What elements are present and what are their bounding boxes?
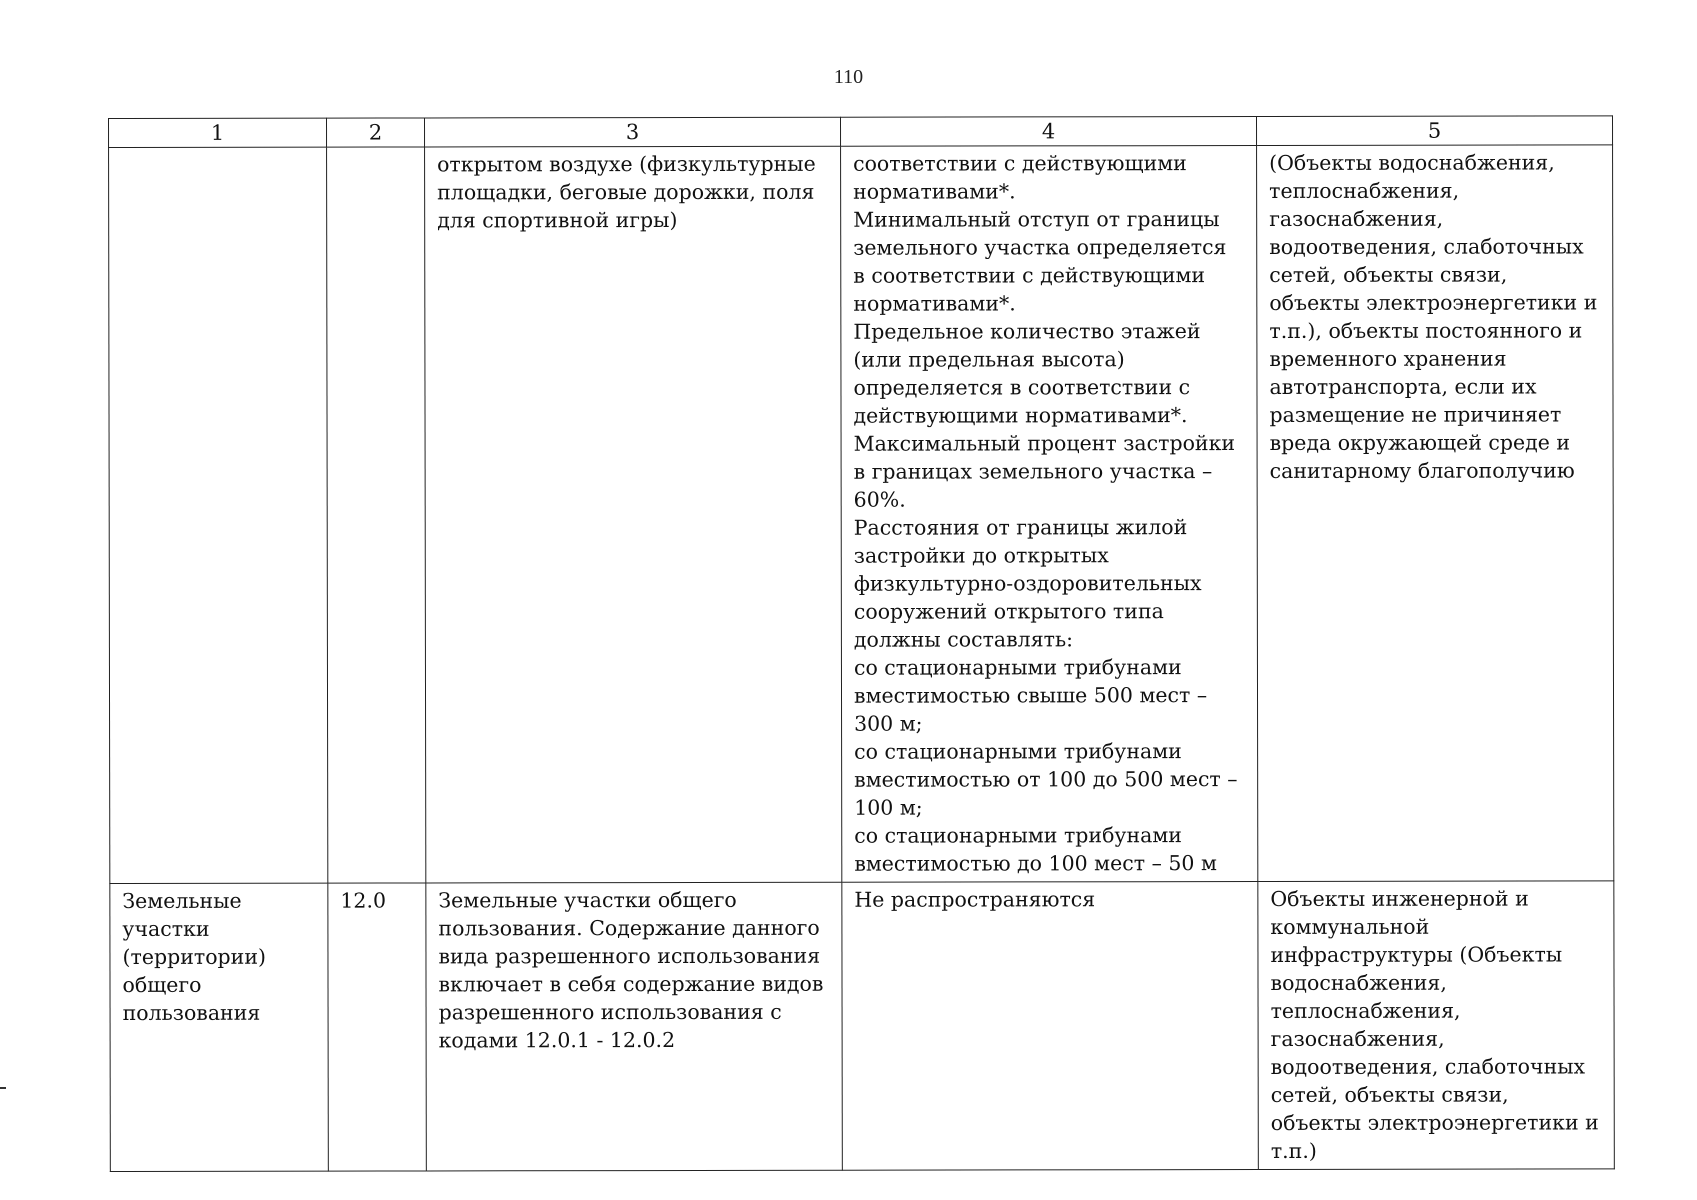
row1-parameter-line: соответствии с действующими нормативами*. (853, 151, 1187, 204)
row2-description: Земельные участки общего пользования. Содержание данного вида разрешенного использования включает в себя содержание видов разрешенного использования с кодами 12.0.1 - 12.0.2 (426, 882, 843, 1171)
row2-code: 12.0 (328, 883, 427, 1171)
table-row (110, 881, 1615, 1172)
column-header-2: 2 (327, 118, 425, 147)
row1-parameter-line: Максимальный процент застройки в границах земельного участка – 60%. (853, 431, 1236, 512)
row1-description: открытом воздухе (физкультурные площадки, беговые дорожки, поля для спортивной игры) (425, 146, 842, 883)
row1-land-use-name (109, 147, 328, 883)
regulations-table (108, 115, 1615, 1172)
row2-auxiliary-uses: Объекты инженерной и коммунальной инфраструктуры (Объекты водоснабжения, теплоснабжения, газоснабжения, водоотведения, слаботочных сетей, объекты связи, объекты электроэнергетики и т.п.) (1258, 881, 1615, 1170)
row2-parameters (842, 881, 1259, 1170)
column-header-4: 4 (840, 116, 1256, 146)
row1-code (327, 147, 426, 883)
document-sheet (108, 115, 1614, 1163)
column-header-3: 3 (425, 117, 841, 147)
row1-auxiliary-uses: (Объекты водоснабжения, теплоснабжения, газоснабжения, водоотведения, слаботочных сетей, объекты связи, объекты электроэнергетики и т.п.), объекты постоянного и временного хранения автотранспорта, если их размещение не причиняет вреда окружающей среде и санитарному благополучию (1257, 145, 1614, 882)
row2-land-use-name: Земельные участки (территории) общего пользования (110, 883, 329, 1171)
row1-parameters (841, 145, 1258, 882)
table-row (109, 145, 1614, 884)
row1-parameter-line: со стационарными трибунами вместимостью свыше 500 мест – 300 м; (853, 655, 1208, 736)
margin-mark (0, 1087, 6, 1089)
row2-parameter-line: Не распространяются (854, 887, 1096, 912)
table-header-row (109, 116, 1613, 148)
page-number: 110 (833, 66, 864, 88)
row1-parameter-line: Предельное количество этажей (или предельная высота) определяется в соответствии с действующими нормативами*. (853, 319, 1201, 428)
column-header-1: 1 (109, 118, 327, 147)
column-header-5: 5 (1256, 116, 1612, 146)
row1-parameter-line: со стационарными трибунами вместимостью до 100 мест – 50 м (854, 823, 1217, 876)
row1-parameter-line: со стационарными трибунами вместимостью от 100 до 500 мест – 100 м; (854, 739, 1238, 820)
row1-parameter-line: Расстояния от границы жилой застройки до открытых физкультурно-оздоровительных сооружений открытого типа должны составлять: (853, 515, 1202, 652)
row1-parameter-line: Минимальный отступ от границы земельного участка определяется в соответствии с действующими нормативами*. (853, 207, 1227, 316)
